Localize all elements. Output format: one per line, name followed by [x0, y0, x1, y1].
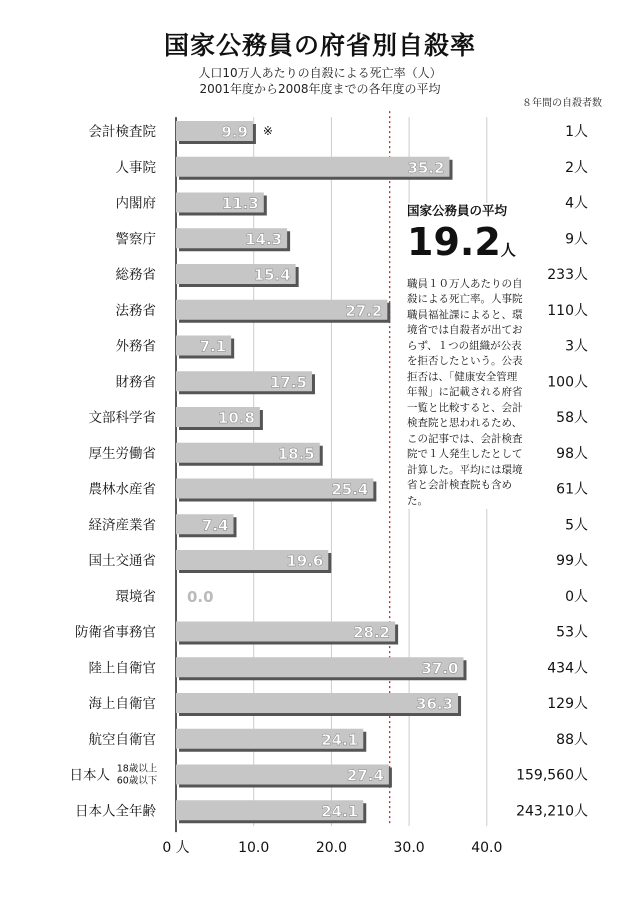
chart-subtitle-line1: 人口10万人あたりの自殺による死亡率（人）	[198, 66, 442, 80]
suicide-count: 58人	[556, 410, 588, 426]
category-label: 厚生労働省	[88, 445, 156, 462]
average-note-heading: 国家公務員の平均	[407, 203, 508, 218]
category-label: 防衛省事務官	[75, 624, 156, 641]
suicide-count: 9人	[565, 231, 588, 248]
bar-value-label: 24.1	[321, 730, 359, 749]
suicide-count: 4人	[565, 195, 588, 212]
category-note: 18歳以上	[116, 763, 158, 775]
suicide-count: 5人	[565, 517, 588, 534]
bar-value-label: 9.9	[221, 123, 248, 141]
category-label: 人事院	[115, 159, 156, 176]
bar-value-label: 36.3	[416, 695, 454, 713]
average-note	[407, 203, 525, 509]
category-label: 海上自衛官	[88, 696, 156, 712]
bar-value-label: 37.0	[421, 659, 459, 678]
suicide-count: 88人	[556, 731, 588, 748]
bar-value-label: 17.5	[269, 373, 307, 392]
average-value	[407, 221, 525, 271]
suicide-count: 2人	[565, 159, 588, 176]
suicide-count: 434人	[547, 660, 588, 677]
x-tick-label: 20.0	[315, 840, 347, 857]
category-note: 60歳以下	[116, 775, 158, 787]
category-label: 農林水産省	[88, 481, 156, 498]
suicide-count: 243,210人	[516, 803, 588, 820]
suicide-count: 100人	[547, 374, 588, 391]
suicide-count: 3人	[565, 338, 588, 355]
bar-value-label: 27.4	[346, 766, 384, 785]
suicide-count: 233人	[547, 267, 588, 283]
category-label: 日本人	[69, 767, 110, 784]
category-label: 法務省	[115, 302, 156, 319]
average-value-number: 19.2	[407, 219, 501, 264]
bar-value-label: 18.5	[277, 444, 315, 463]
average-note-body: 職員１０万人あたりの自殺による死亡率。人事院職員福祉課によると、環境省では自殺者が出ておらず、１つの組織が公表を拒否したという。公表拒否は、「健康安全管理年報」に記載される府省一覧と比較すると、会計検査院と思われるため、この記事では、会計検査院で１人発生したとして計算した。平均には環境省と会計検査院も含めた。	[407, 277, 523, 507]
category-label: 文部科学省	[88, 410, 156, 426]
x-tick-label: 10.0	[238, 840, 270, 857]
average-value-unit: 人	[500, 240, 516, 259]
category-label: 内閣府	[115, 195, 156, 212]
bar-value-label: 14.3	[245, 230, 283, 249]
bar-value-label: 0.0	[187, 587, 214, 606]
suicide-count: 159,560人	[516, 767, 588, 784]
category-label: 外務省	[115, 338, 156, 355]
category-label: 航空自衛官	[88, 731, 156, 748]
suicide-count: 110人	[547, 302, 588, 319]
bar-value-label: 10.8	[217, 409, 255, 427]
suicide-count: 129人	[547, 696, 588, 712]
category-label: 環境省	[115, 588, 156, 605]
chart-subtitle-line2: 2001年度から2008年度までの各年度の平均	[199, 82, 441, 96]
bar-value-label: 11.3	[221, 194, 259, 213]
suicide-count: 99人	[556, 553, 588, 569]
bar-value-label: 7.4	[201, 516, 229, 535]
suicide-count: 53人	[556, 624, 588, 641]
bar-value-label: 24.1	[321, 802, 359, 821]
bar-value-label: 35.2	[407, 158, 445, 177]
x-tick-label: 0 人	[162, 840, 190, 857]
bar-value-label: 19.6	[286, 552, 324, 570]
category-label: 警察庁	[115, 231, 156, 248]
bar	[176, 657, 463, 677]
category-label: 財務省	[115, 374, 156, 391]
count-column-header: ８年間の自殺者数	[522, 98, 602, 109]
chart-title: 国家公務員の府省別自殺率	[163, 31, 476, 60]
bar-value-label: 27.2	[345, 301, 383, 320]
value-mark: ※	[262, 124, 273, 138]
bar-value-label: 7.1	[199, 337, 227, 356]
category-label: 日本人全年齢	[75, 803, 156, 820]
suicide-count: 1人	[565, 124, 588, 140]
category-label: 陸上自衛官	[88, 660, 156, 677]
suicide-count: 98人	[556, 445, 588, 462]
bar-value-label: 15.4	[253, 266, 291, 284]
category-label: 会計検査院	[88, 124, 156, 140]
category-label: 総務省	[115, 267, 156, 283]
suicide-count: 0人	[565, 588, 588, 605]
category-label: 国土交通省	[88, 553, 156, 569]
bar-value-label: 25.4	[331, 480, 369, 499]
x-tick-label: 30.0	[393, 840, 425, 857]
category-label: 経済産業省	[88, 517, 156, 534]
x-tick-label: 40.0	[471, 840, 503, 857]
suicide-count: 61人	[556, 481, 588, 498]
bar-value-label: 28.2	[353, 623, 391, 642]
